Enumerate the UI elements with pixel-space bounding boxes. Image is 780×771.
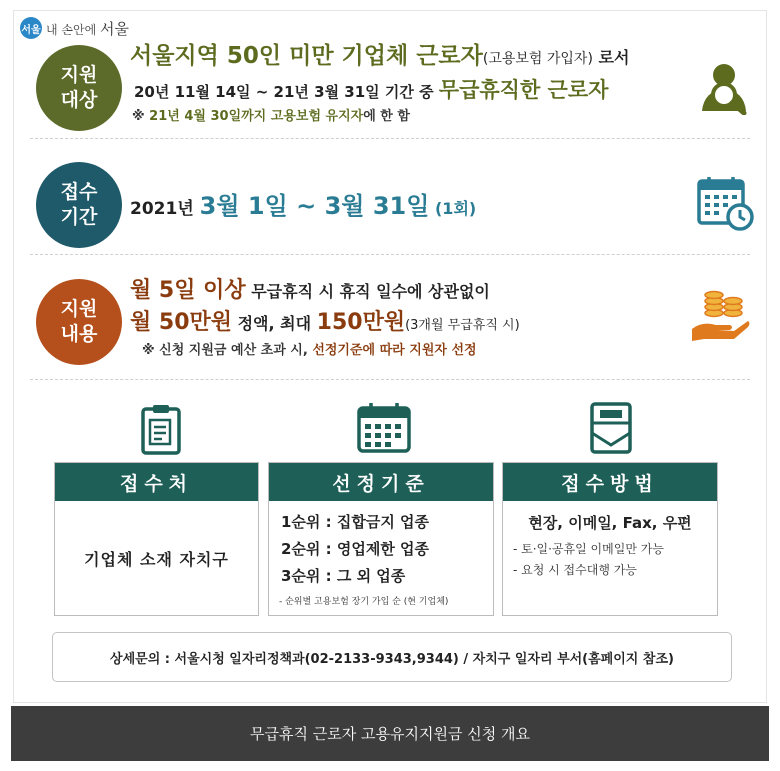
method-title: 접수방법 <box>503 463 717 501</box>
calendar-clock-icon <box>696 175 756 233</box>
target-line-1: 서울지역 50인 미만 기업체 근로자(고용보험 가입자) 로서 <box>130 43 630 69</box>
rank-2: 2순위 : 영업제한 업종 <box>281 540 430 558</box>
clipboard-icon <box>140 403 182 455</box>
criteria-box <box>268 462 494 616</box>
reception-title: 접수처 <box>55 463 258 501</box>
divider <box>30 379 750 380</box>
caption-bar: 무급휴직 근로자 고용유지지원금 신청 개요 <box>11 706 769 761</box>
badge-content: 지원 내용 <box>36 279 122 365</box>
info-card <box>13 10 767 703</box>
content-line-1: 월 5일 이상 무급휴직 시 휴직 일수에 상관없이 <box>130 278 490 303</box>
brand-prefix: 내 손안에 <box>46 22 97 37</box>
mail-box-icon <box>589 401 633 455</box>
divider <box>30 254 750 255</box>
brand-name: 서울 <box>100 19 129 38</box>
criteria-note: - 순위별 고용보험 장기 가입 순 (현 기업체) <box>279 597 449 607</box>
method-box <box>502 462 718 616</box>
badge-period: 접수 기간 <box>36 162 122 248</box>
calendar-icon <box>356 402 412 454</box>
method-sub-1: - 토·일·공휴일 이메일만 가능 <box>513 542 664 556</box>
divider <box>30 138 750 139</box>
seoul-logo: 서울 <box>20 17 42 39</box>
rank-1: 1순위 : 집합금지 업종 <box>281 513 430 531</box>
rank-3: 3순위 : 그 외 업종 <box>281 567 406 585</box>
criteria-title: 선정기준 <box>269 463 493 501</box>
content-line-3: ※ 신청 지원금 예산 초과 시, 선정기준에 따라 지원자 선정 <box>142 343 477 358</box>
badge-target: 지원 대상 <box>36 45 122 131</box>
contact-info: 상세문의 : 서울시청 일자리정책과(02-2133-9343,9344) / 자치구 일자리 부서(홈페이지 참조) <box>52 632 732 682</box>
brand-header <box>20 15 129 41</box>
method-main: 현장, 이메일, Fax, 우편 <box>528 514 692 532</box>
method-sub-2: - 요청 시 접수대행 가능 <box>513 563 637 577</box>
reception-body: 기업체 소재 자치구 <box>84 549 229 569</box>
hand-coins-icon <box>690 283 752 345</box>
person-search-icon <box>696 59 754 115</box>
period-line: 2021년 3월 1일 ~ 3월 31일 (1회) <box>130 192 477 220</box>
content-line-2: 월 50만원 정액, 최대 150만원(3개월 무급휴직 시) <box>130 310 520 335</box>
target-line-2: 20년 11월 14일 ~ 21년 3월 31일 기간 중 무급휴직한 근로자 <box>134 78 609 102</box>
reception-box <box>54 462 259 616</box>
target-line-3: ※ 21년 4월 30일까지 고용보험 유지자에 한 함 <box>132 109 410 124</box>
